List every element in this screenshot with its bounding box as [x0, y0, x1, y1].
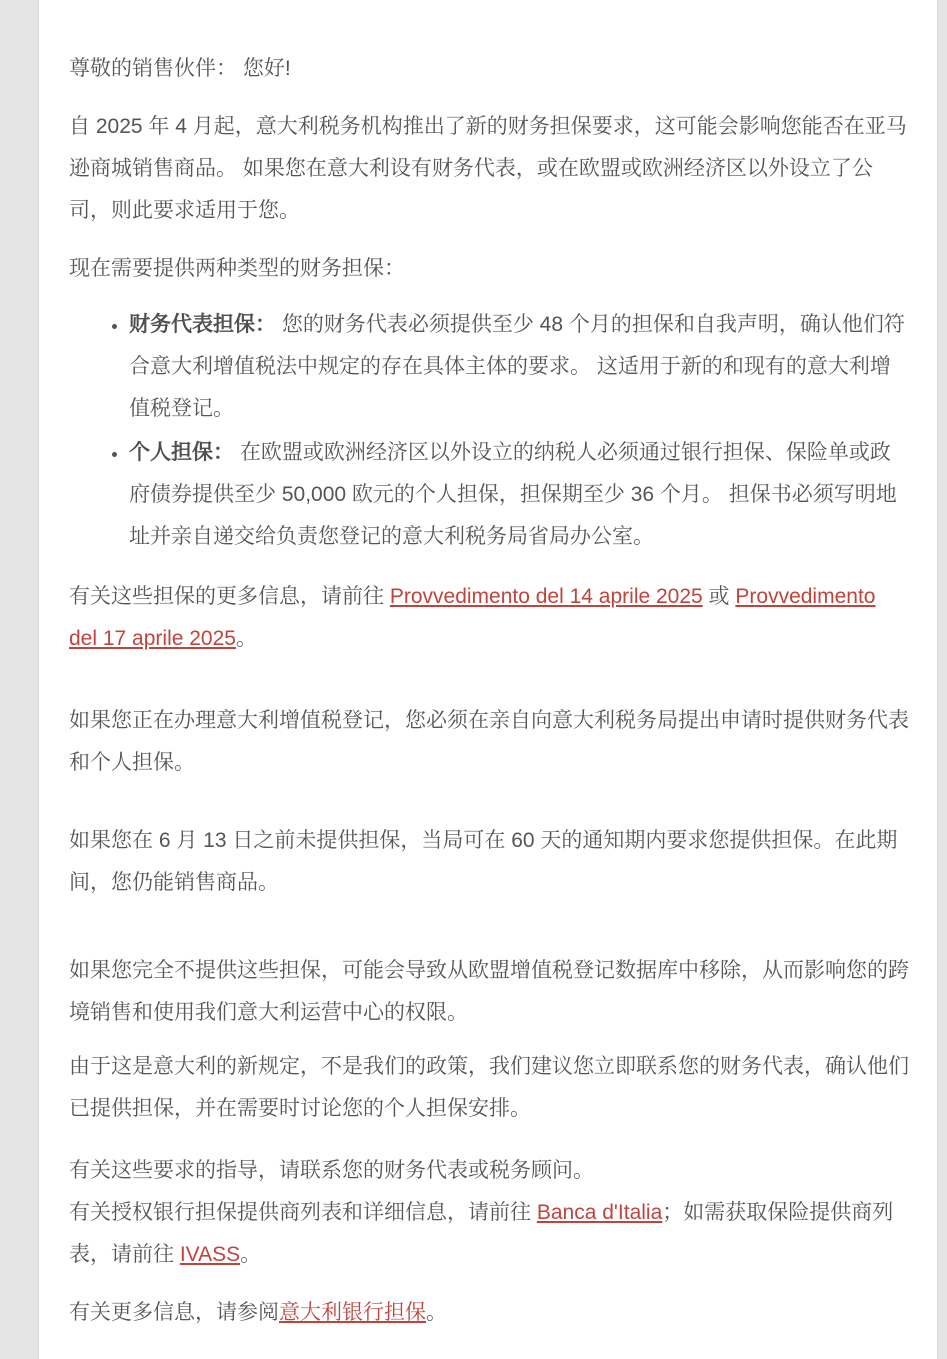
deadline-paragraph: 如果您在 6 月 13 日之前未提供担保，当局可在 60 天的通知期内要求您提供担保。在此期间，您仍能销售商品。 [69, 829, 898, 894]
providers-suffix: 。 [240, 1243, 262, 1266]
personal-guarantee-text: 在欧盟或欧洲经济区以外设立的纳税人必须通过银行担保、保险单或政府债券提供至少 50,000 欧元的个人担保，担保期至少 36 个月。 担保书必须写明地址并亲自递交给负责您登记的意大利税务局省局办公室。 [129, 441, 897, 548]
italy-bank-guarantee-link[interactable]: 意大利银行担保 [279, 1301, 426, 1324]
provvedimento-prefix: 有关这些担保的更多信息，请前往 [69, 585, 390, 608]
provvedimento-middle: 或 [702, 585, 736, 608]
provvedimento-17-aprile-link[interactable]: Provvedimento del 17 aprile 2025 [69, 585, 876, 650]
fiscal-representative-guarantee-label: 财务代表担保： [129, 313, 276, 336]
consequences-paragraph: 如果您完全不提供这些担保，可能会导致从欧盟增值税登记数据库中移除，从而影响您的跨境销售和使用我们意大利运营中心的权限。 [69, 959, 909, 1024]
providers-paragraph [69, 1192, 909, 1276]
list-item-personal-guarantee [129, 432, 909, 558]
ivass-link[interactable]: IVASS [179, 1243, 241, 1266]
more-info-prefix: 有关更多信息，请参阅 [69, 1301, 279, 1324]
provvedimento-suffix: 。 [235, 627, 257, 650]
more-info-paragraph [69, 1292, 909, 1334]
list-intro: 现在需要提供两种类型的财务担保： [69, 257, 405, 280]
personal-guarantee-label: 个人担保： [129, 441, 234, 464]
providers-prefix: 有关授权银行担保提供商列表和详细信息，请前往 [69, 1201, 537, 1224]
greeting: 尊敬的销售伙伴： 您好! [69, 57, 291, 80]
guidance-paragraph: 有关这些要求的指导，请联系您的财务代表或税务顾问。 [69, 1159, 594, 1182]
list-item-fiscal-representative-guarantee [129, 304, 909, 430]
banca-ditalia-link[interactable]: Banca d'Italia [536, 1201, 663, 1224]
provvedimento-14-aprile-link[interactable]: Provvedimento del 14 aprile 2025 [389, 585, 703, 608]
fiscal-representative-guarantee-text: 您的财务代表必须提供至少 48 个月的担保和自我声明，确认他们符合意大利增值税法中规定的存在具体主体的要求。 这适用于新的和现有的意大利增值税登记。 [129, 313, 905, 420]
provvedimento-paragraph [69, 576, 909, 660]
email-body [38, 0, 938, 1359]
providers-middle: ；如需获取保险提供商列表，请前往 [69, 1201, 894, 1266]
vat-registration-paragraph: 如果您正在办理意大利增值税登记，您必须在亲自向意大利税务局提出申请时提供财务代表和个人担保。 [69, 709, 909, 774]
guarantee-list [69, 304, 909, 558]
recommendation-paragraph: 由于这是意大利的新规定，不是我们的政策，我们建议您立即联系您的财务代表，确认他们已提供担保，并在需要时讨论您的个人担保安排。 [69, 1055, 909, 1120]
more-info-suffix: 。 [426, 1301, 447, 1324]
intro-paragraph: 自 2025 年 4 月起，意大利税务机构推出了新的财务担保要求，这可能会影响您能否在亚马逊商城销售商品。 如果您在意大利设有财务代表，或在欧盟或欧洲经济区以外设立了公司，则此要求适用于您。 [69, 115, 907, 222]
